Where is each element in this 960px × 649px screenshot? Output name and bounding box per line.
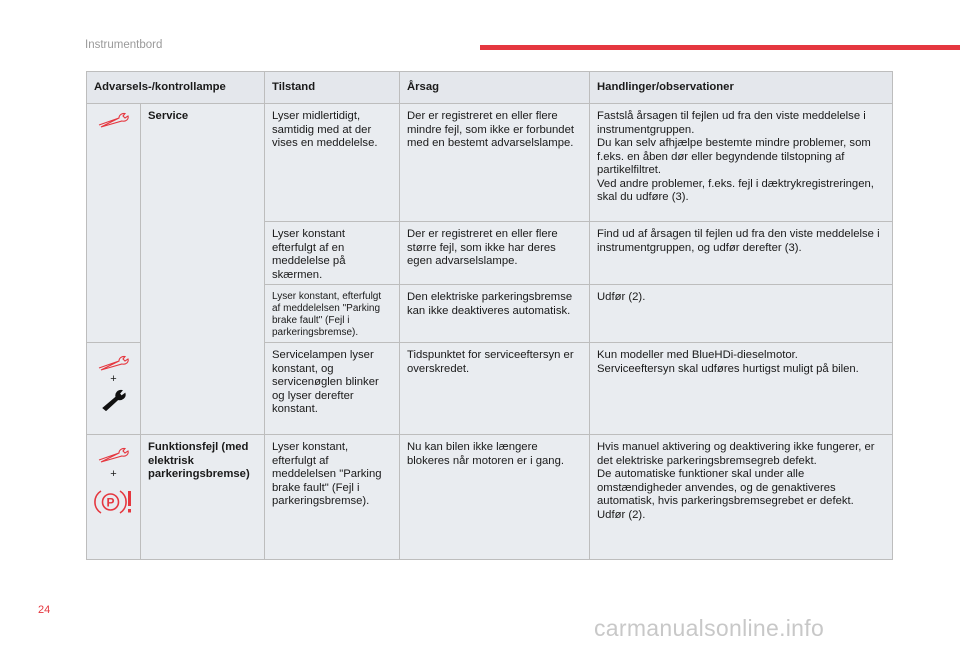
service-wrench-outline-icon: [97, 355, 131, 371]
plus-sign: +: [110, 373, 117, 385]
service-row3-tilstand: Lyser konstant, efterfulgt af meddelelsen "Parking brake fault" (Fejl i parkeringsbremse).: [265, 285, 400, 343]
service-row2-arsag: Der er registreret en eller flere større fejl, som ikke har deres egen advarselslampe.: [400, 222, 590, 285]
page-number: 24: [38, 604, 51, 616]
service-wrench-outline-icon: [97, 112, 131, 128]
service-row2-handling: Find ud af årsagen til fejlen ud fra den viste meddelelse i instrumentgruppen, og udfør derefter (3).: [590, 222, 893, 285]
header-accent-bar: [480, 45, 960, 50]
service-name: Service: [141, 104, 265, 435]
watermark: carmanualsonline.info: [594, 615, 825, 641]
table-header-row: [87, 72, 893, 104]
svg-text:P: P: [105, 495, 115, 509]
warning-lamps-table: [86, 71, 893, 560]
service-row1-tilstand: Lyser midlertidigt, samtidig med at der vises en meddelelse.: [265, 104, 400, 222]
service-row2-tilstand: Lyser konstant efterfulgt af en meddelelse på skærmen.: [265, 222, 400, 285]
section-title: Instrumentbord: [85, 39, 163, 51]
funktion-name: Funktionsfejl (med elektrisk parkeringsbremse): [141, 435, 265, 560]
table-row: [87, 104, 893, 222]
parking-brake-fault-icon: [94, 487, 134, 517]
service-row4-tilstand: Servicelampen lyser konstant, og servicenøglen blinker og lyser derefter konstant.: [265, 343, 400, 435]
funktion-arsag: Nu kan bilen ikke længere blokeres når motoren er i gang.: [400, 435, 590, 560]
plus-sign: +: [110, 468, 117, 480]
service-row4-handling: Kun modeller med BlueHDi-dieselmotor. Serviceeftersyn skal udføres hurtigst muligt på bilen.: [590, 343, 893, 435]
service-row1-handling: Fastslå årsagen til fejlen ud fra den viste meddelelse i instrumentgruppen. Du kan selv afhjælpe bestemte mindre problemer, som f.eks. en åben dør eller begyndende tilstopning af partikelfiltret. Ved andre problemer, f.eks. fejl i dæktrykregistreringen, skal du udføre (3).: [590, 104, 893, 222]
table-row: [87, 435, 893, 560]
service-row1-arsag: Der er registreret en eller flere mindre fejl, som ikke er forbundet med en bestemt advarselslampe.: [400, 104, 590, 222]
parking-brake-icon-cell: [87, 435, 141, 560]
column-header-arsag: Årsag: [400, 72, 590, 104]
service-wrench-solid-icon: [101, 389, 127, 411]
column-header-lamp: Advarsels-/kontrollampe: [87, 72, 265, 104]
column-header-tilstand: Tilstand: [265, 72, 400, 104]
service-row4-arsag: Tidspunktet for serviceeftersyn er overskredet.: [400, 343, 590, 435]
funktion-handling: Hvis manuel aktivering og deaktivering ikke fungerer, er det elektriske parkeringsbremsegreb defekt. De automatiske funktioner skal under alle omstændigheder anvendes, og de genaktiveres automatisk, hvis parkeringsbremsegrebet er defekt. Udfør (2).: [590, 435, 893, 560]
funktion-tilstand: Lyser konstant, efterfulgt af meddelelsen "Parking brake fault" (Fejl i parkeringsbremse).: [265, 435, 400, 560]
column-header-handlinger: Handlinger/observationer: [590, 72, 893, 104]
service-row3-arsag: Den elektriske parkeringsbremse kan ikke deaktiveres automatisk.: [400, 285, 590, 343]
service-icon-cell: [87, 104, 141, 343]
service-wrench-outline-icon: [97, 447, 131, 463]
service-row3-handling: Udfør (2).: [590, 285, 893, 343]
service-key-icon-cell: [87, 343, 141, 435]
